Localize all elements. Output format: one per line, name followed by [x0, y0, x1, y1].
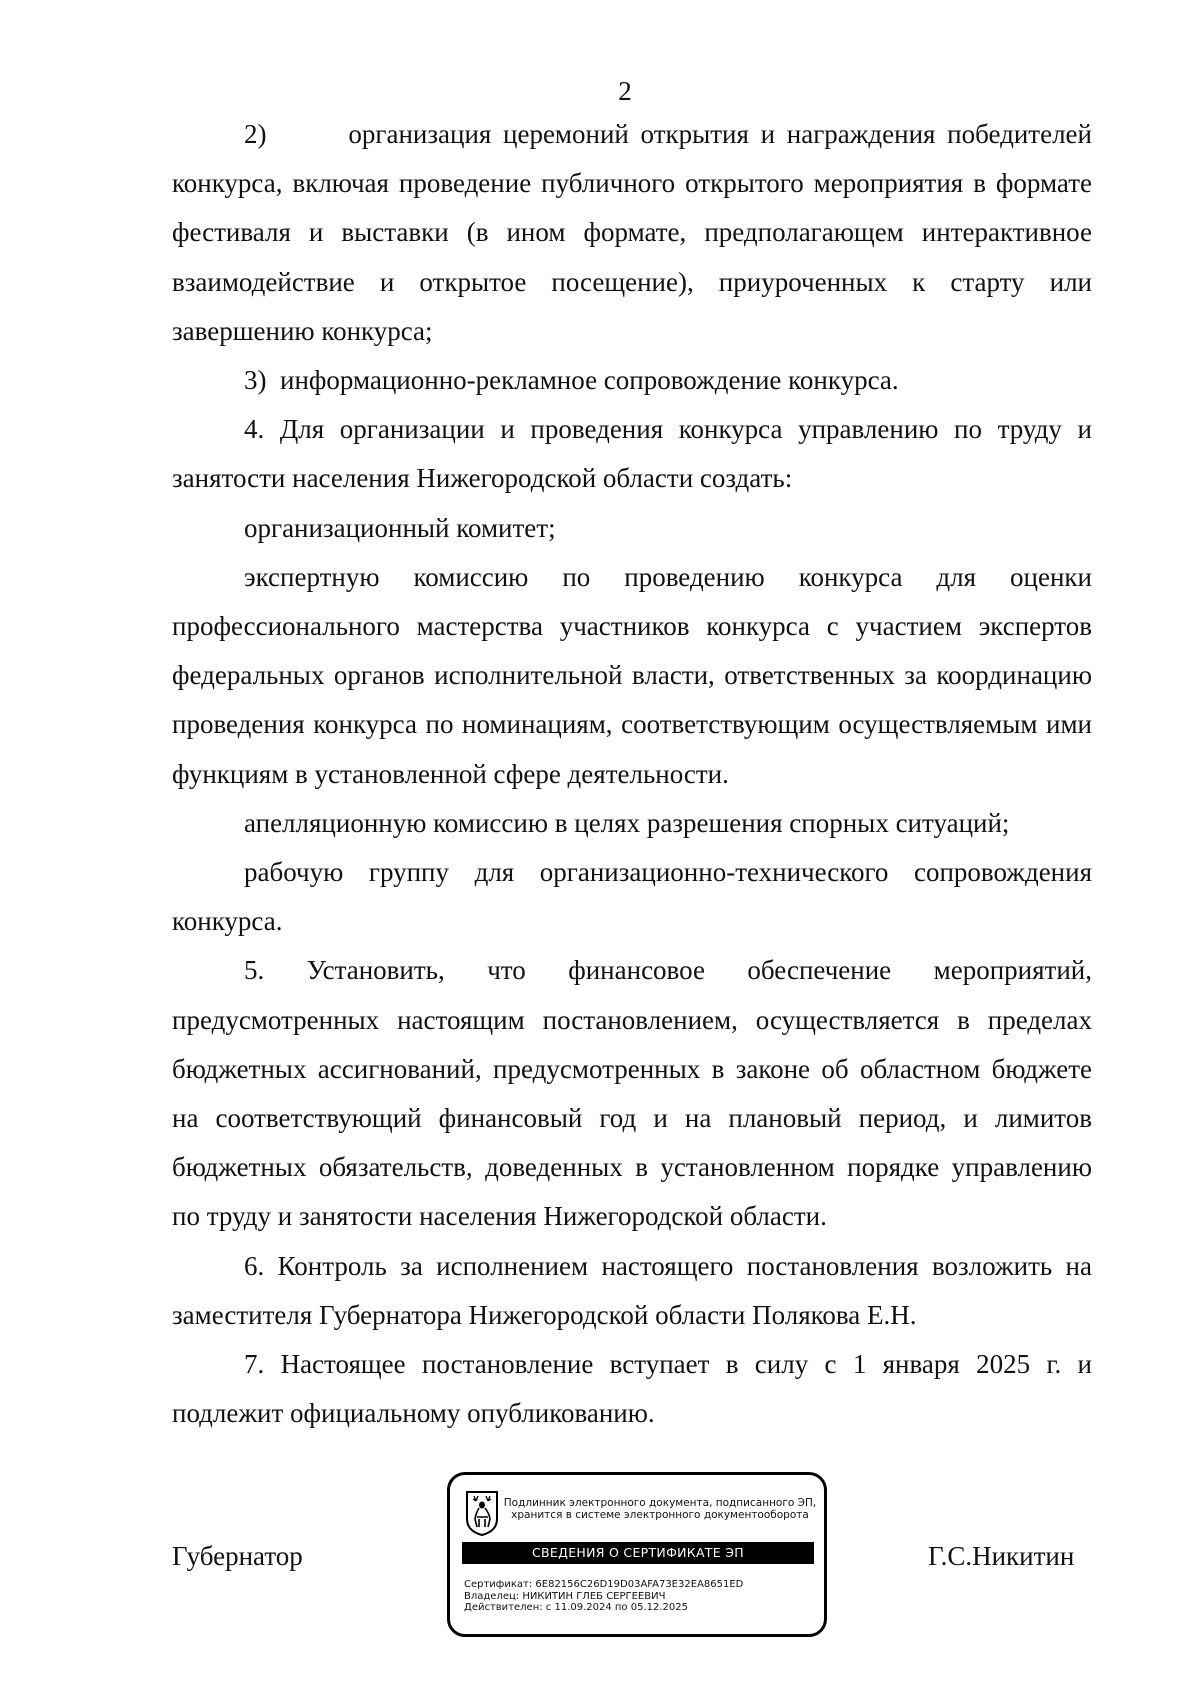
deer-coat-of-arms-icon: [464, 1489, 500, 1537]
stamp-owner: Владелец: НИКИТИН ГЛЕБ СЕРГЕЕВИЧ: [464, 1590, 666, 1602]
paragraph-clause-6: 6. Контроль за исполнением настоящего постановления возложить на заместителя Губернатора Нижегородской области Полякова Е.Н.: [172, 1250, 1092, 1330]
paragraph-working-group: рабочую группу для организационно-технического сопровождения конкурса.: [172, 857, 1092, 937]
stamp-banner: СВЕДЕНИЯ О СЕРТИФИКАТЕ ЭП: [462, 1542, 814, 1564]
paragraph-org-committee: организационный комитет;: [244, 512, 556, 543]
electronic-signature-stamp: [447, 1472, 827, 1637]
paragraph-item-3: 3) информационно-рекламное сопровождение конкурса.: [244, 365, 899, 396]
paragraph-item-2: 2) организация церемоний открытия и награждения победителей конкурса, включая проведение публичного открытого мероприятия в формате фестиваля и выставки (в ином формате, предполагающем интерактивное взаимодействие и открытое посещение), приуроченных к старту или завершению конкурса;: [172, 119, 1092, 346]
stamp-certificate: Сертификат: 6E82156C26D19D03AFA73E32EA8651ED: [464, 1579, 744, 1590]
page-number: 2: [618, 76, 632, 106]
document-body: [172, 110, 1092, 1438]
paragraph-clause-5: 5. Установить, что финансовое обеспечение мероприятий, предусмотренных настоящим постановлением, осуществляется в пределах бюджетных ассигнований, предусмотренных в законе об областном бюджете на соответствующий финансовый год и на плановый период, и лимитов бюджетных обязательств, доведенных в установленном порядке управлению по труду и занятости населения Нижегородской области.: [172, 955, 1092, 1232]
stamp-details: [464, 1579, 814, 1614]
paragraph-clause-7: 7. Настоящее постановление вступает в силу с 1 января 2025 г. и подлежит официальному опубликованию.: [172, 1349, 1092, 1429]
paragraph-appeal-commission: апелляционную комиссию в целях разрешения спорных ситуаций;: [244, 807, 1010, 838]
signatory-name: Г.С.Никитин: [928, 1541, 1075, 1571]
paragraph-clause-4: 4. Для организации и проведения конкурса управлению по труду и занятости населения Нижегородской области создать:: [172, 414, 1092, 494]
stamp-caption-line-2: хранится в системе электронного документооборота: [511, 1509, 809, 1521]
stamp-caption-line-1: Подлинник электронного документа, подписанного ЭП,: [503, 1497, 817, 1509]
stamp-validity: Действителен: с 11.09.2024 по 05.12.2025: [464, 1602, 688, 1613]
paragraph-expert-commission: экспертную комиссию по проведению конкурса для оценки профессионального мастерства участников конкурса с участием экспертов федеральных органов исполнительной власти, ответственных за координацию проведения конкурса по номинациям, соответствующим осуществляемым ими функциям в установленной сфере деятельности.: [172, 561, 1092, 789]
signatory-position: Губернатор: [172, 1541, 303, 1571]
